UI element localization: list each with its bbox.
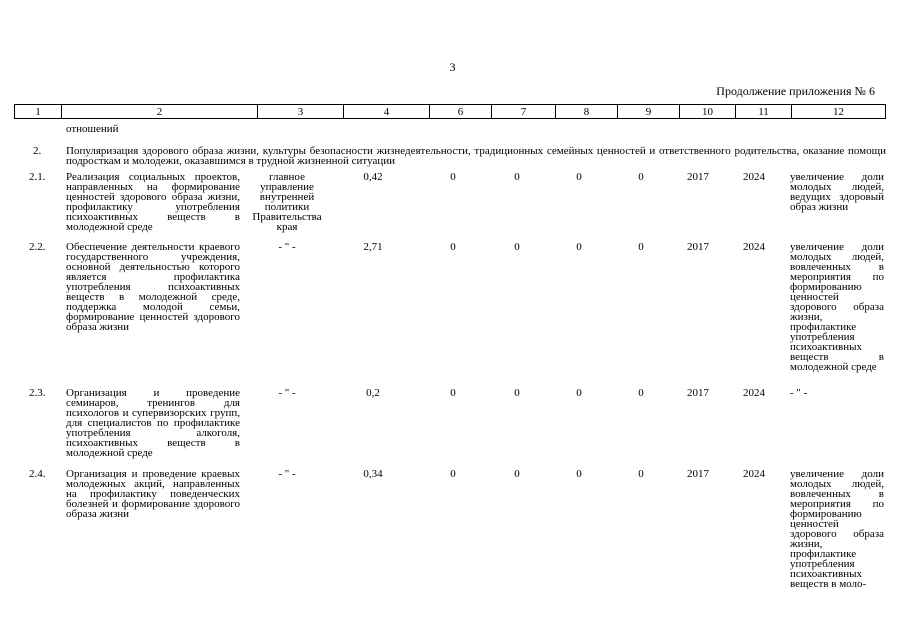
header-cell: 12 <box>792 105 886 119</box>
row-result: увеличение доли молодых людей, вовлеченных в мероприятия по формированию ценностей здорового образа жизни, профилактике употребления психоактивных веществ в моло- <box>790 468 884 590</box>
row-end-year: 2024 <box>743 387 765 399</box>
row-value-col7: 0 <box>514 241 520 253</box>
header-cell: 2 <box>62 105 258 119</box>
header-cell: 1 <box>15 105 62 119</box>
row-start-year: 2017 <box>687 468 709 480</box>
row-executor: главное управление внутренней политики Правительства края <box>252 171 322 233</box>
row-value-col4: 0,2 <box>366 387 380 399</box>
row-value-col6: 0 <box>450 468 456 480</box>
row-start-year: 2017 <box>687 241 709 253</box>
row-name: Реализация социальных проектов, направленных на формирование ценностей здорового образа жизни, профилактику употребления психоактивных веществ в молодежной среде <box>66 171 240 233</box>
row-value-col9: 0 <box>638 171 644 183</box>
row-end-year: 2024 <box>743 241 765 253</box>
row-value-col6: 0 <box>450 171 456 183</box>
row-executor: - " - <box>278 387 296 399</box>
row-result: увеличение доли молодых людей, вовлеченных в мероприятия по формированию ценностей здорового образа жизни, профилактике употребления психоактивных веществ в молодежной среде <box>790 241 884 373</box>
row-end-year: 2024 <box>743 468 765 480</box>
row-name: Организация и проведение краевых молодежных акций, направленных на профилактику поведенческих болезней и формирование здорового образа жизни <box>66 468 240 520</box>
row-start-year: 2017 <box>687 387 709 399</box>
row-value-col7: 0 <box>514 468 520 480</box>
header-cell: 6 <box>430 105 492 119</box>
row-value-col6: 0 <box>450 241 456 253</box>
row-value-col8: 0 <box>576 171 582 183</box>
row-name: Обеспечение деятельности краевого государственного учреждения, основной деятельностью которого является профилактика употребления психоактивных веществ в молодежной среде, поддержка молодой семьи, формирование ценностей здорового образа жизни <box>66 241 240 333</box>
row-value-col4: 2,71 <box>363 241 383 253</box>
page-number: 3 <box>449 60 456 74</box>
header-cell: 10 <box>680 105 736 119</box>
header-cell: 3 <box>258 105 344 119</box>
row-executor: - " - <box>278 468 296 480</box>
header-cell: 8 <box>556 105 618 119</box>
row-value-col8: 0 <box>576 241 582 253</box>
row-value-col7: 0 <box>514 387 520 399</box>
continuation-label: Продолжение приложения № 6 <box>716 84 875 98</box>
row-value-col6: 0 <box>450 387 456 399</box>
row-result: увеличение доли молодых людей, ведущих здоровый образ жизни <box>790 171 884 213</box>
header-row <box>15 105 886 119</box>
section-number: 2. <box>33 145 42 157</box>
row-value-col9: 0 <box>638 387 644 399</box>
row-end-year: 2024 <box>743 171 765 183</box>
header-cell: 11 <box>736 105 792 119</box>
row-result: - " - <box>790 387 808 399</box>
row-value-col7: 0 <box>514 171 520 183</box>
row-start-year: 2017 <box>687 171 709 183</box>
row-number: 2.3. <box>29 387 46 399</box>
column-number-header <box>14 104 886 119</box>
row-number: 2.1. <box>29 171 46 183</box>
header-cell: 9 <box>618 105 680 119</box>
row-number: 2.2. <box>29 241 46 253</box>
carryover-text: отношений <box>66 123 119 135</box>
row-value-col8: 0 <box>576 387 582 399</box>
header-cell: 7 <box>492 105 556 119</box>
row-executor: - " - <box>278 241 296 253</box>
row-value-col4: 0,34 <box>363 468 383 480</box>
row-value-col4: 0,42 <box>363 171 383 183</box>
section-title: Популяризация здорового образа жизни, культуры безопасности жизнедеятельности, традиционных семейных ценностей и ответственного родительства, оказание помощи подросткам и молодежи, оказавшимся в трудной жизненной ситуации <box>66 145 886 167</box>
row-value-col8: 0 <box>576 468 582 480</box>
row-value-col9: 0 <box>638 241 644 253</box>
header-cell: 4 <box>344 105 430 119</box>
row-number: 2.4. <box>29 468 46 480</box>
row-name: Организация и проведение семинаров, тренингов для психологов и супервизорских групп, для специалистов по профилактике употребления алкоголя, психоактивных веществ в молодежной среде <box>66 387 240 459</box>
row-value-col9: 0 <box>638 468 644 480</box>
